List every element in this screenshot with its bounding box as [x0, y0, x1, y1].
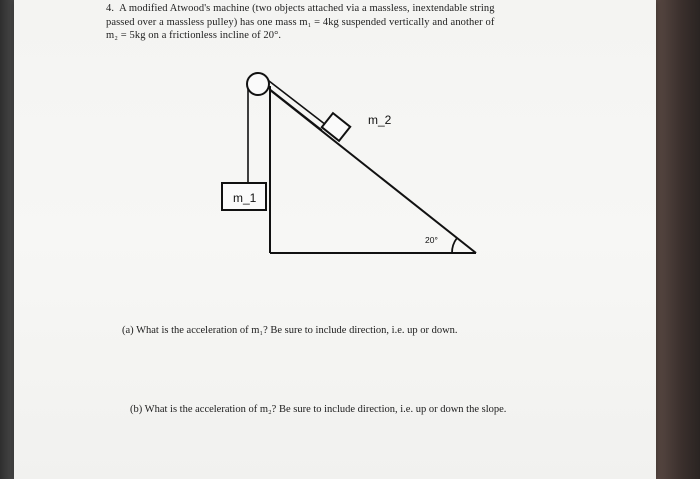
question-b: (b) What is the acceleration of m₂? Be sure to include direction, i.e. up or down the slope. — [130, 404, 507, 415]
angle-label: 20° — [425, 235, 438, 245]
pulley — [247, 73, 269, 95]
problem-number: 4. — [106, 3, 115, 14]
problem-line-3: m₂ = 5kg on a frictionless incline of 20°. — [106, 30, 282, 41]
mass-2-block — [322, 113, 350, 141]
angle-arc — [452, 238, 457, 253]
problem-line-2: passed over a massless pulley) has one mass m₁ = 4kg suspended vertically and another of — [106, 16, 495, 28]
mass-2-label: m_2 — [368, 113, 392, 127]
problem-line-1-text: A modified Atwood's machine (two objects attached via a massless, inextendable string — [119, 3, 495, 14]
question-a: (a) What is the acceleration of m₁? Be sure to include direction, i.e. up or down. — [122, 325, 458, 336]
string-incline-lower — [266, 86, 322, 130]
mass-1-label: m_1 — [233, 191, 257, 205]
